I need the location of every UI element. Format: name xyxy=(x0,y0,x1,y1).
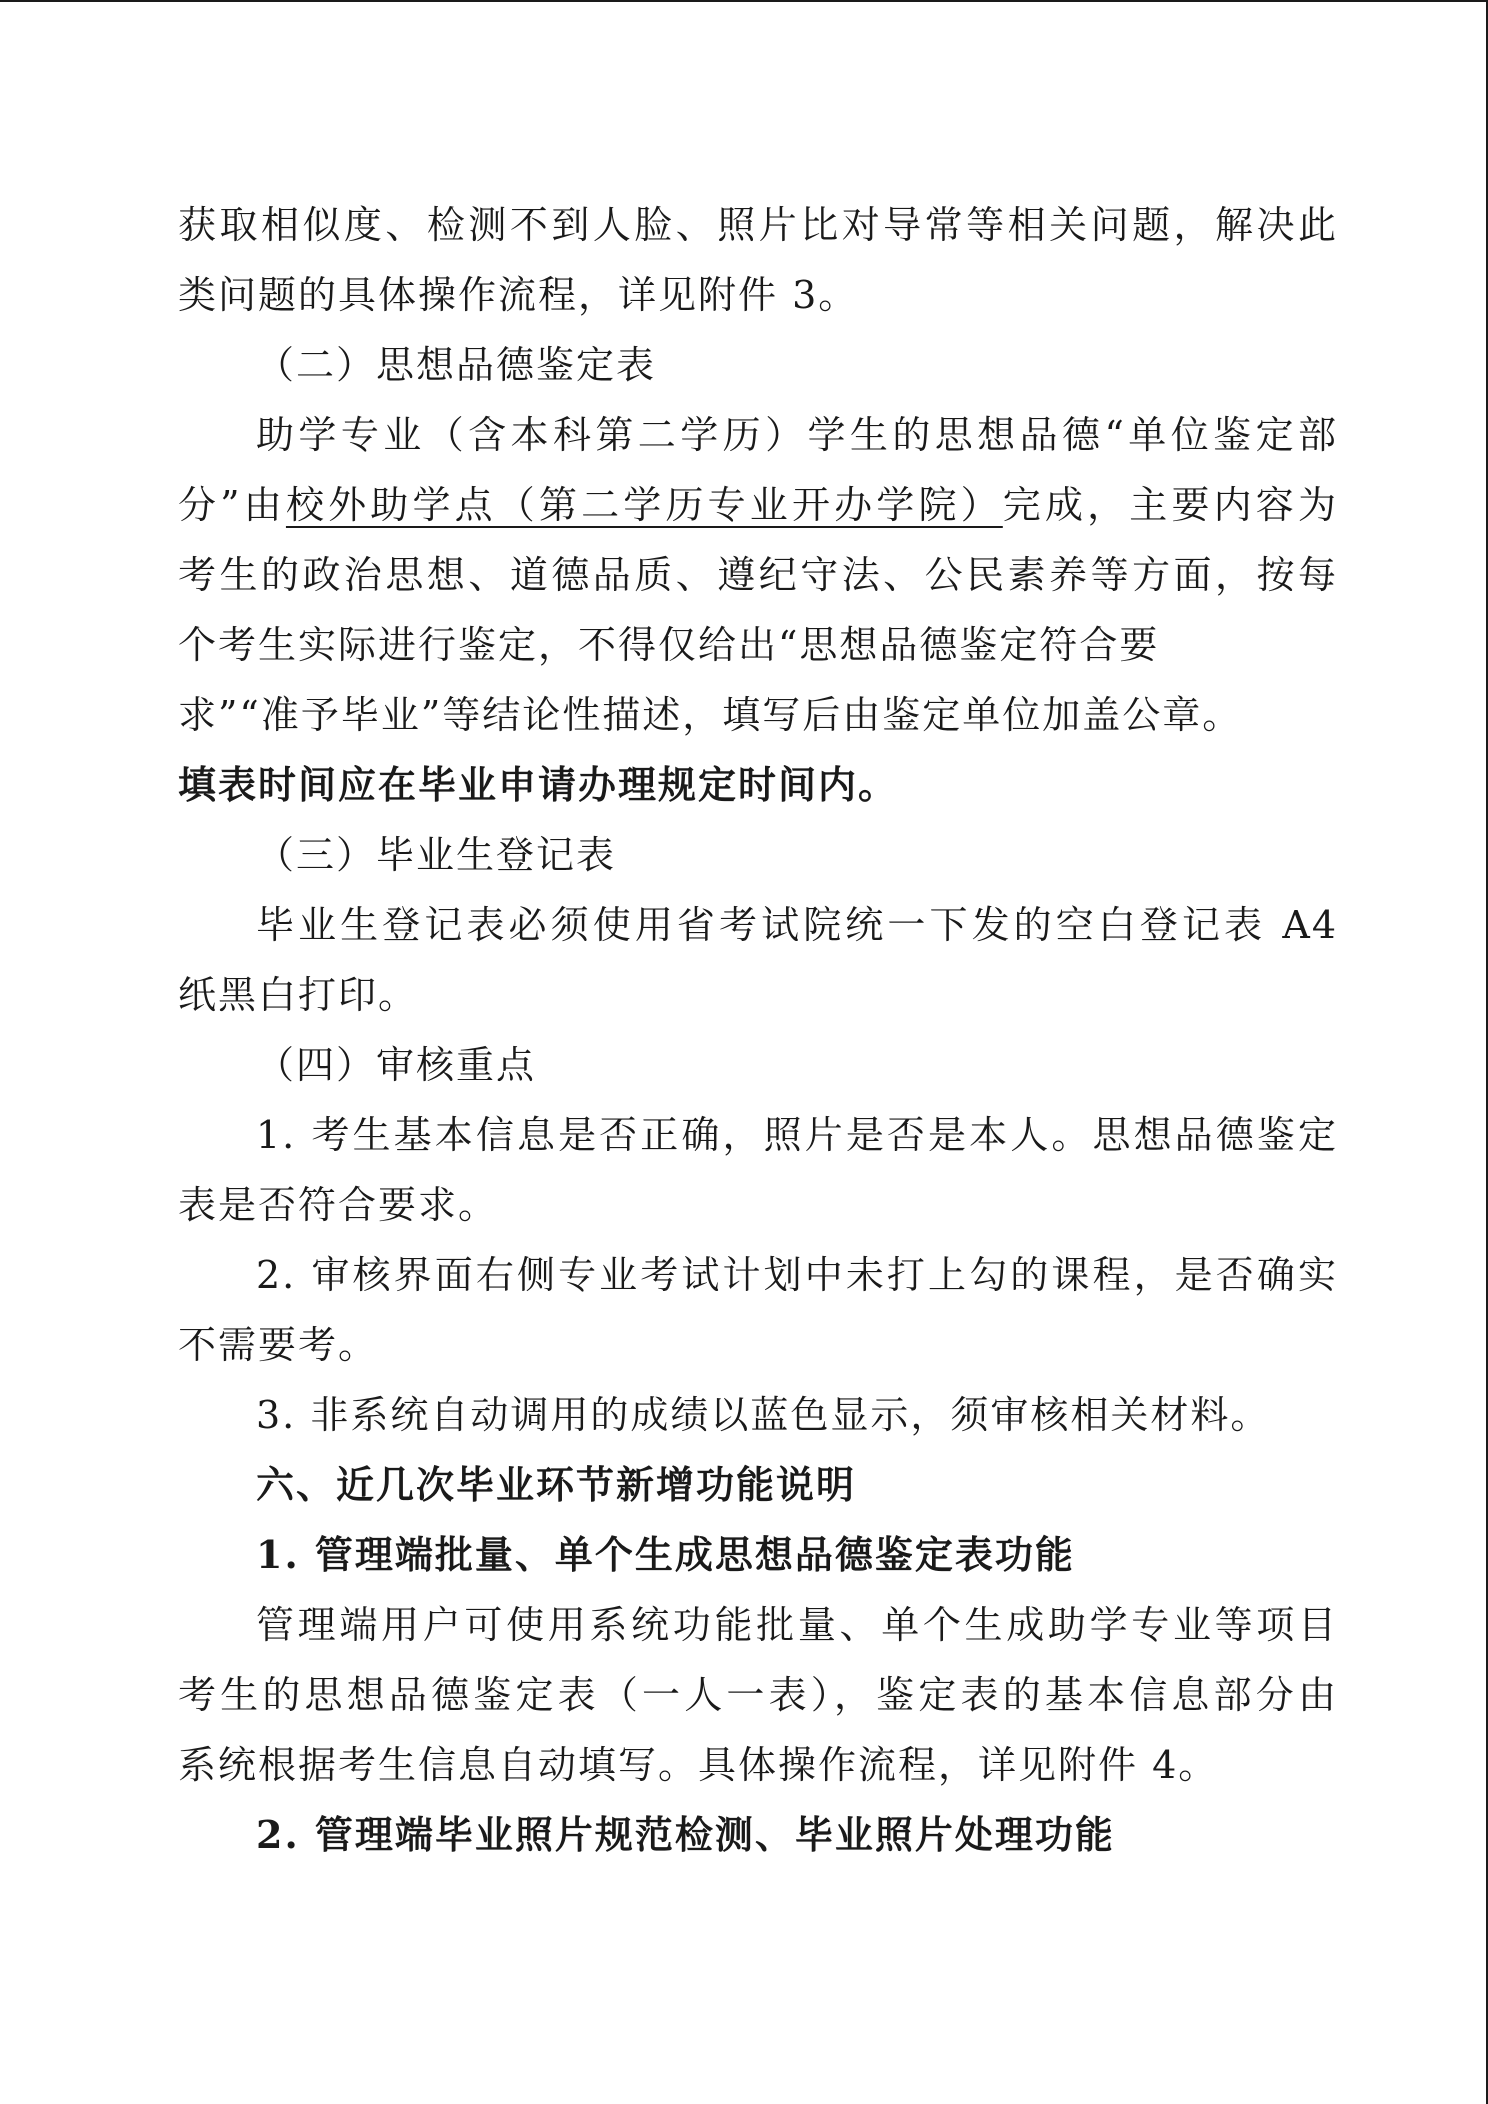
paragraph-line xyxy=(178,470,1338,540)
paragraph-line: 系统根据考生信息自动填写。具体操作流程，详见附件 4。 xyxy=(178,1743,1219,1787)
bold-notice: 填表时间应在毕业申请办理规定时间内。 xyxy=(178,762,899,807)
paragraph-line: 表是否符合要求。 xyxy=(178,1183,499,1227)
text-segment: 分”由 xyxy=(178,483,286,527)
paragraph-line: 1. 考生基本信息是否正确，照片是否是本人。思想品德鉴定 xyxy=(256,1113,1338,1157)
paragraph-line: 助学专业（含本科第二学历）学生的思想品德“单位鉴定部 xyxy=(256,413,1338,457)
section-heading-3: （三）毕业生登记表 xyxy=(256,833,617,877)
paragraph-line: 获取相似度、检测不到人脸、照片比对导常等相关问题，解决此 xyxy=(178,203,1338,247)
subsection-heading: 1. 管理端批量、单个生成思想品德鉴定表功能 xyxy=(256,1532,1075,1577)
paragraph-line: 不需要考。 xyxy=(178,1323,379,1367)
paragraph-line: 2. 审核界面右侧专业考试计划中未打上勾的课程，是否确实 xyxy=(256,1253,1338,1297)
paragraph-line: 类问题的具体操作流程，详见附件 3。 xyxy=(178,273,859,317)
section-heading-2: （二）思想品德鉴定表 xyxy=(256,343,657,387)
paragraph-line: 考生的思想品德鉴定表（一人一表），鉴定表的基本信息部分由 xyxy=(178,1673,1338,1717)
document-body xyxy=(178,190,1338,1870)
paragraph-line: 毕业生登记表必须使用省考试院统一下发的空白登记表 A4 xyxy=(256,903,1338,947)
subsection-heading: 2. 管理端毕业照片规范检测、毕业照片处理功能 xyxy=(256,1812,1115,1857)
paragraph-line: 考生的政治思想、道德品质、遵纪守法、公民素养等方面，按每 xyxy=(178,553,1338,597)
underlined-text: 校外助学点（第二学历专业开办学院） xyxy=(285,483,1003,527)
text-segment: 完成，主要内容为 xyxy=(1002,483,1338,527)
section-heading-6: 六、近几次毕业环节新增功能说明 xyxy=(256,1462,857,1507)
paragraph-line: 个考生实际进行鉴定，不得仅给出“思想品德鉴定符合要 xyxy=(178,623,1160,667)
paragraph-line: 纸黑白打印。 xyxy=(178,973,419,1017)
paragraph-line: 3. 非系统自动调用的成绩以蓝色显示，须审核相关材料。 xyxy=(256,1393,1271,1437)
paragraph-line: 管理端用户可使用系统功能批量、单个生成助学专业等项目 xyxy=(256,1603,1338,1647)
section-heading-4: （四）审核重点 xyxy=(256,1043,537,1087)
paragraph-line: 求”“准予毕业”等结论性描述，填写后由鉴定单位加盖公章。 xyxy=(178,693,1243,737)
